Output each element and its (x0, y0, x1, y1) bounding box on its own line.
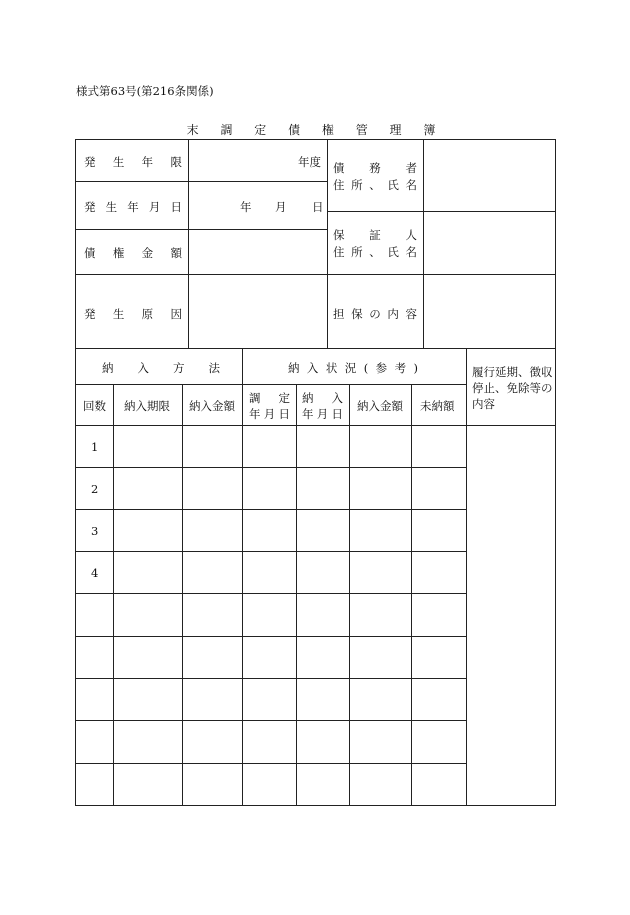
claim-amount-label: 債権金額 (84, 246, 182, 260)
guarantor-label: 保証人 (333, 228, 417, 242)
row-number: 3 (91, 524, 99, 538)
occurrence-date-label: 発生年月日 (84, 200, 182, 214)
remarks-line-3: 内容 (472, 397, 495, 411)
date-year-unit: 年 (240, 200, 252, 214)
col-due-header: 納入期限 (124, 399, 170, 413)
col-assessment-line-1: 調定 (249, 391, 290, 405)
col-amount-header: 納入金額 (189, 399, 235, 413)
fiscal-year-unit: 年度 (298, 155, 321, 169)
form-number-label: 様式第63号(第216条関係) (76, 84, 214, 98)
date-month-unit: 月 (275, 200, 287, 214)
remarks-line-1: 履行延期、徴収 (472, 365, 553, 379)
occurrence-period-label: 発生年限 (84, 155, 182, 169)
collateral-label: 担保の内容 (333, 307, 417, 321)
document-title: 末 調 定 債 権 管 理 簿 (186, 123, 445, 137)
row-number: 2 (91, 482, 99, 496)
col-paid-date-line-2: 年月日 (302, 407, 343, 421)
payment-method-header: 納入方法 (102, 361, 220, 375)
row-number: 1 (91, 440, 99, 454)
occurrence-cause-label: 発生原因 (84, 307, 182, 321)
payment-status-header: 納入状況(参考) (288, 361, 418, 375)
remarks-header (472, 364, 553, 412)
col-paid-amount-header: 納入金額 (357, 399, 403, 413)
guarantor-address-label: 住所、氏名 (333, 245, 417, 259)
claim-info-section (75, 139, 556, 349)
col-count-header: 回数 (83, 399, 106, 413)
col-assessment-line-2: 年月日 (249, 407, 290, 421)
debtor-address-label: 住所、氏名 (333, 178, 417, 192)
date-day-unit: 日 (312, 200, 324, 214)
payment-schedule-table (75, 349, 556, 806)
row-number: 4 (91, 566, 99, 580)
debtor-label: 債務者 (333, 161, 417, 175)
remarks-line-2: 停止、免除等の (472, 381, 553, 395)
col-unpaid-header: 未納額 (420, 399, 455, 413)
col-paid-date-line-1: 納入 (302, 391, 343, 405)
